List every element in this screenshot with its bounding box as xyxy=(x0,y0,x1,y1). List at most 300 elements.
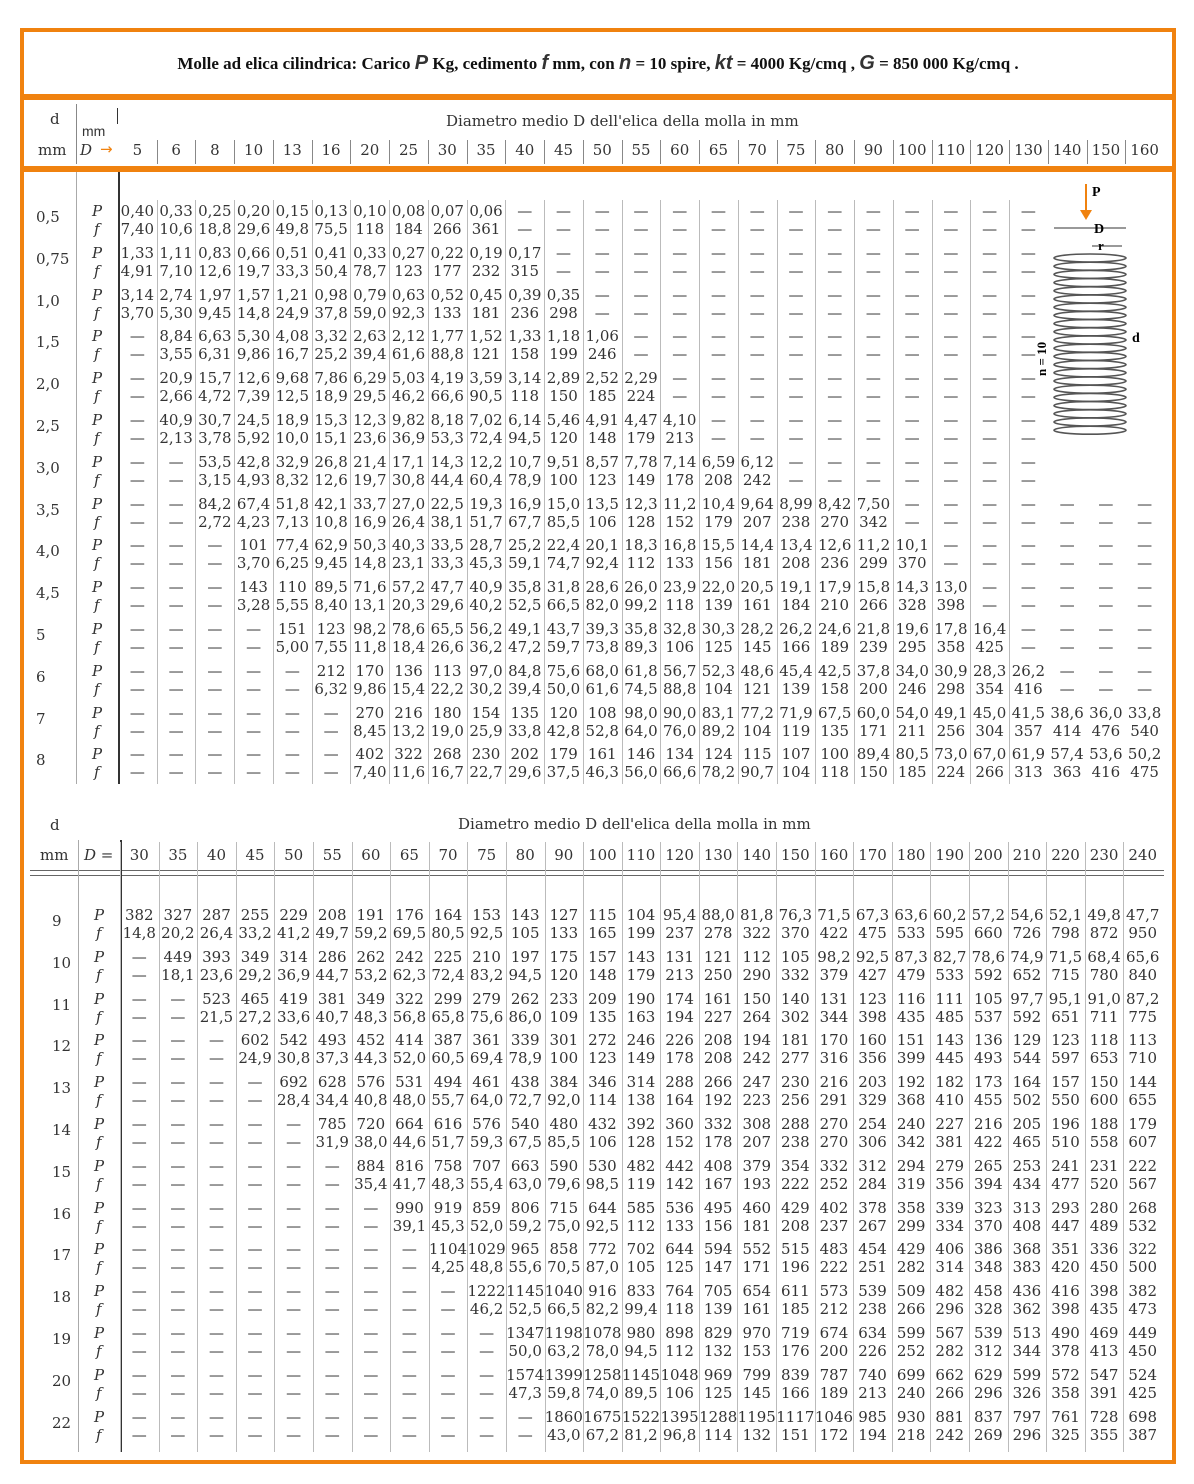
table1-cell-f: 166 xyxy=(781,638,811,656)
table1-cell-P: 2,29 xyxy=(624,369,658,388)
table1-cell-f: — xyxy=(904,512,920,531)
table2-cell-P: 104 xyxy=(626,906,656,924)
table2-col-header: 70 xyxy=(438,846,458,864)
spring-coil xyxy=(1054,303,1126,311)
table1-cell-P: 23,9 xyxy=(663,578,697,597)
table1-cell-P: 36,0 xyxy=(1089,703,1123,722)
table2-cell-f: — xyxy=(286,1174,302,1193)
table1-cell-f: — xyxy=(129,763,145,782)
table1-cell-f: 2,72 xyxy=(198,512,232,531)
table1-cell-f: — xyxy=(672,303,688,322)
table2-cell-P: 416 xyxy=(1051,1282,1080,1301)
table2-cell-f: 378 xyxy=(1051,1342,1080,1360)
table1-col-header: 90 xyxy=(863,141,883,159)
table1-cell-f: — xyxy=(749,303,765,322)
table1-cell-P: 53,5 xyxy=(198,452,232,471)
table1-cell-P: — xyxy=(168,452,184,471)
table1-cell-P: — xyxy=(556,202,571,220)
table1-cell-f: — xyxy=(672,345,688,364)
table2-cell-f: — xyxy=(324,1425,340,1444)
table2-cell-f: 334 xyxy=(935,1216,965,1235)
table1-cell-P: 30,9 xyxy=(934,661,968,680)
table2-cell-f: 55,4 xyxy=(469,1174,504,1193)
table2-cell-P: — xyxy=(440,1282,456,1301)
table2-cell-f: 479 xyxy=(896,965,926,984)
table1-cell-P: 26,8 xyxy=(314,452,348,471)
table2-cell-f: 78,9 xyxy=(508,1049,542,1068)
table2-cell-P: 246 xyxy=(626,1031,656,1050)
table2-cell-P: — xyxy=(208,1407,224,1426)
table1-cell-P: — xyxy=(982,243,998,262)
table2-cell-P: — xyxy=(247,1240,263,1259)
table1-cell-f: 238 xyxy=(781,512,811,531)
table1-cell-f: 199 xyxy=(549,345,578,364)
table1-cell-P: — xyxy=(246,620,262,638)
table1-cell-P: — xyxy=(943,452,959,471)
table2-cell-f: — xyxy=(208,1300,224,1319)
table2-cell-P: 692 xyxy=(279,1073,308,1092)
table1-cell-f: 179 xyxy=(704,512,733,531)
table1-cell-f: 19,0 xyxy=(430,721,464,740)
spring-coil xyxy=(1054,254,1126,262)
table2-cell-f: 420 xyxy=(1051,1258,1080,1277)
table2-cell-P: — xyxy=(247,1282,263,1301)
table2-cell-P: 286 xyxy=(317,947,347,966)
table2-cell-f: 550 xyxy=(1051,1091,1080,1110)
table2-cell-f: 41,7 xyxy=(392,1174,427,1193)
table2-cell-P: 57,2 xyxy=(971,906,1006,924)
table1-cell-f: 74,5 xyxy=(624,679,658,698)
table2-cell-f: 329 xyxy=(858,1091,887,1110)
table2-cell-f: 100 xyxy=(549,1049,579,1068)
table1-cell-P: 2,89 xyxy=(546,369,581,388)
table1-cell-P: — xyxy=(207,745,223,764)
table1-col-divider xyxy=(932,200,933,784)
table2-cell-P: 222 xyxy=(1128,1156,1158,1175)
table2-cell-P: 179 xyxy=(1128,1115,1158,1133)
table1-cell-P: 0,19 xyxy=(469,243,503,262)
table2-cell-P: 88,0 xyxy=(701,906,735,924)
table1-cell-P: 13,4 xyxy=(779,536,813,555)
table1-cell-P: 12,6 xyxy=(817,536,852,555)
table1-cell-f: — xyxy=(982,596,998,615)
table2-cell-f: 208 xyxy=(781,1216,810,1235)
table2-cell-P: 82,7 xyxy=(933,947,967,966)
table2-cell-P: — xyxy=(247,1156,263,1175)
table2-cell-f: — xyxy=(170,1300,186,1319)
table2-cell-f: — xyxy=(170,1007,186,1026)
table1-cell-P: — xyxy=(749,369,765,388)
table2-cell-P: 764 xyxy=(665,1282,694,1301)
table1-cell-f: — xyxy=(594,220,610,238)
table1-cell-P: — xyxy=(982,452,998,471)
table2-cell-P: 92,5 xyxy=(855,947,890,966)
table2-cell-P: — xyxy=(401,1240,417,1259)
table2-cell-P: 65,6 xyxy=(1125,947,1160,966)
table1-cell-P: 67,4 xyxy=(236,494,271,513)
table2-cell-P: 536 xyxy=(665,1198,694,1217)
table2-cell-P: 398 xyxy=(1089,1282,1119,1301)
table2-cell-P: 47,7 xyxy=(1125,906,1160,924)
table1-cell-f: 178 xyxy=(665,470,695,489)
table2-cell-f: 383 xyxy=(1012,1258,1042,1277)
table1-cell-f: 19,7 xyxy=(353,470,387,489)
table1-cell-P: 26,2 xyxy=(1011,661,1046,680)
table1-col-header: 70 xyxy=(747,141,767,159)
table1-cell-f: 299 xyxy=(859,554,888,573)
table1-cell-P: 50,2 xyxy=(1127,745,1162,764)
table2-cell-P: 176 xyxy=(395,906,424,924)
table2-cell-P: 699 xyxy=(896,1365,926,1384)
table1-cell-P: 42,8 xyxy=(236,452,271,471)
table2-cell-P: 161 xyxy=(703,989,733,1008)
table2-col-header: 120 xyxy=(665,846,694,864)
table1-D-label: D xyxy=(80,141,93,159)
table2-cell-P: 208 xyxy=(317,906,347,924)
table2-cell-f: 70,5 xyxy=(547,1258,581,1277)
table2-col-header: 180 xyxy=(896,846,926,864)
table2-cell-P: 1522 xyxy=(621,1407,661,1426)
table2-cell-P: 98,2 xyxy=(817,947,851,966)
table2-cell-P: 1046 xyxy=(814,1407,854,1426)
table2-row-d: 22 xyxy=(52,1413,72,1432)
table1-cell-P: 0,98 xyxy=(314,285,348,304)
table1-cell-f: 476 xyxy=(1091,721,1121,740)
table1-D-arrow-icon: → xyxy=(100,140,113,158)
table2-cell-f: 222 xyxy=(819,1258,849,1277)
table1-cell-f: 37,5 xyxy=(546,763,581,782)
table2-cell-f: — xyxy=(324,1174,340,1193)
table2-cell-f: — xyxy=(208,1342,224,1360)
table2-cell-P: 1145 xyxy=(621,1365,661,1384)
table1-row-P-label: P xyxy=(92,285,103,304)
table2-row-f-label: f xyxy=(96,1258,102,1277)
table2-cell-f: 422 xyxy=(974,1133,1003,1151)
table1-cell-P: 24,5 xyxy=(236,411,271,429)
table1-cell-f: — xyxy=(982,220,998,238)
table1-cell-f: 361 xyxy=(471,220,501,238)
table2-row-P-label: P xyxy=(94,1031,105,1050)
table2-cell-P: 965 xyxy=(510,1240,540,1259)
table1-cell-f: — xyxy=(904,303,920,322)
table1-cell-f: 59,1 xyxy=(508,554,542,573)
table1-cell-P: 6,63 xyxy=(198,327,232,346)
table1-cell-f: — xyxy=(904,345,920,364)
table1-cell-f: — xyxy=(943,387,959,406)
table2-cell-P: 268 xyxy=(1128,1198,1158,1217)
table1-cell-f: — xyxy=(943,345,959,364)
table1-cell-P: 230 xyxy=(471,745,501,764)
table2-col-header: 200 xyxy=(974,846,1003,864)
table1-header-divider xyxy=(1125,140,1126,164)
table2-cell-P: 121 xyxy=(703,947,733,966)
table2-cell-f: 212 xyxy=(819,1300,849,1319)
table2-cell-f: 282 xyxy=(935,1342,965,1360)
table1-row-P-label: P xyxy=(92,327,103,346)
table2-cell-f: 445 xyxy=(935,1049,965,1068)
table2-cell-f: 199 xyxy=(626,924,656,942)
table1-cell-f: 3,70 xyxy=(236,554,271,573)
table2-cell-P: 728 xyxy=(1089,1407,1119,1426)
table2-cell-P: 173 xyxy=(974,1073,1003,1092)
table2-cell-P: 530 xyxy=(588,1156,617,1175)
table1-cell-f: 45,3 xyxy=(469,554,503,573)
table2-cell-f: — xyxy=(131,1091,147,1110)
table1-cell-f: 121 xyxy=(742,679,772,698)
table1-cell-f: — xyxy=(129,470,145,489)
table2-cell-f: 450 xyxy=(1089,1258,1119,1277)
table2-cell-f: 64,0 xyxy=(469,1091,504,1110)
table1-cell-P: 12,6 xyxy=(236,369,271,388)
table1-cell-f: 14,8 xyxy=(353,554,387,573)
table2-cell-P: 707 xyxy=(472,1156,501,1175)
table1-cell-f: 189 xyxy=(820,638,850,656)
table2-cell-f: 282 xyxy=(896,1258,926,1277)
table2-cell-P: 67,3 xyxy=(855,906,890,924)
table2-cell-f: — xyxy=(170,1342,186,1360)
table2-cell-f: 179 xyxy=(626,965,656,984)
table1-cell-f: 13,2 xyxy=(391,721,426,740)
table1-cell-P: 37,8 xyxy=(856,661,891,680)
table1-cell-f: 119 xyxy=(781,721,811,740)
table1-cell-f: — xyxy=(207,638,223,656)
table1-cell-f: — xyxy=(1020,220,1036,238)
table2-cell-f: 161 xyxy=(742,1300,772,1319)
table2-cell-f: 35,4 xyxy=(354,1174,388,1193)
table2-cell-P: 112 xyxy=(742,947,772,966)
table2-cell-f: 379 xyxy=(819,965,849,984)
table1-header-divider xyxy=(505,140,506,164)
table2-cell-P: 255 xyxy=(240,906,270,924)
table2-cell-f: 398 xyxy=(1051,1300,1080,1319)
table2-cell-f: 59,2 xyxy=(508,1216,542,1235)
table2-cell-P: — xyxy=(131,1031,147,1050)
table2-cell-f: 332 xyxy=(781,965,810,984)
table2-cell-P: — xyxy=(286,1324,302,1342)
table2-cell-P: — xyxy=(131,1240,147,1259)
table1-cell-f: 184 xyxy=(781,596,811,615)
table1-cell-f: — xyxy=(749,429,765,447)
table2-cell-P: 442 xyxy=(665,1156,694,1175)
table1-cell-f: 59,7 xyxy=(546,638,581,656)
table1-cell-P: 15,0 xyxy=(546,494,581,513)
table2-cell-f: 33,2 xyxy=(238,924,272,942)
table2-cell-P: 1117 xyxy=(776,1407,815,1426)
table1-cell-f: 158 xyxy=(820,679,850,698)
table2-cell-f: 655 xyxy=(1128,1091,1158,1110)
table1-cell-f: 104 xyxy=(742,721,772,740)
table1-cell-f: — xyxy=(207,721,223,740)
table1-cell-P: — xyxy=(1020,536,1036,555)
table1-cell-f: — xyxy=(323,763,339,782)
table1-cell-P: 71,9 xyxy=(779,703,813,722)
table1-cell-f: 30,8 xyxy=(391,470,426,489)
table1-col-header: 65 xyxy=(708,141,729,159)
table2-cell-P: 225 xyxy=(433,947,463,966)
table1-cell-P: — xyxy=(710,369,726,388)
table2-cell-f: 252 xyxy=(819,1174,849,1193)
table2-cell-P: 599 xyxy=(1012,1365,1042,1384)
table2-cell-f: 23,6 xyxy=(199,965,234,984)
table2-cell-f: 87,0 xyxy=(585,1258,620,1277)
table1-cell-P: 56,2 xyxy=(469,620,503,638)
table2-cell-f: — xyxy=(131,1342,147,1360)
table2-cell-P: 118 xyxy=(1089,1031,1119,1050)
table2-cell-P: — xyxy=(131,1365,147,1384)
table1-cell-P: 30,3 xyxy=(701,620,736,638)
table2-cell-f: — xyxy=(247,1174,263,1193)
table1-cell-f: — xyxy=(904,387,920,406)
table1-cell-f: 44,4 xyxy=(430,470,464,489)
spring-coil xyxy=(1054,410,1126,418)
table2-cell-f: 105 xyxy=(626,1258,656,1277)
table2-cell-f: — xyxy=(363,1425,379,1444)
table2-cell-f: 40,7 xyxy=(315,1007,349,1026)
table1-cell-f: 304 xyxy=(975,721,1004,740)
table1-cell-P: 5,30 xyxy=(236,327,271,346)
table1-cell-P: — xyxy=(943,327,959,346)
table2-cell-f: 114 xyxy=(588,1091,617,1110)
table2-row-f-label: f xyxy=(96,1383,102,1402)
table2-cell-P: 97,7 xyxy=(1010,989,1044,1008)
table1-cell-P: — xyxy=(633,202,649,220)
table2-cell-f: 114 xyxy=(703,1425,733,1444)
table1-cell-P: — xyxy=(672,243,688,262)
table2-cell-P: 628 xyxy=(317,1073,347,1092)
table2-cell-f: 207 xyxy=(742,1133,772,1151)
table1-cell-f: 53,3 xyxy=(430,429,464,447)
table2-cell-f: 314 xyxy=(935,1258,965,1277)
table2-cell-f: 358 xyxy=(1051,1383,1080,1402)
table1-col-header: 50 xyxy=(592,141,612,159)
table1-cell-P: 60,0 xyxy=(856,703,891,722)
table2-cell-P: 129 xyxy=(1012,1031,1042,1050)
table2-cell-f: 194 xyxy=(665,1007,694,1026)
table1-cell-f: 4,72 xyxy=(198,387,232,406)
table2-row-d: 16 xyxy=(52,1204,72,1223)
table1-cell-P: — xyxy=(1020,285,1036,304)
table1-col-divider xyxy=(970,200,971,784)
table2-cell-f: 653 xyxy=(1089,1049,1119,1068)
table1-cell-f: — xyxy=(1098,596,1114,615)
table2-cell-P: 839 xyxy=(781,1365,810,1384)
table2-cell-P: — xyxy=(401,1407,417,1426)
table1-col-divider xyxy=(699,200,700,784)
table2-cell-f: 368 xyxy=(896,1091,926,1110)
table1-cell-P: 18,9 xyxy=(275,411,310,429)
table1-cell-f: 158 xyxy=(510,345,540,364)
table2-col-header: 110 xyxy=(626,846,656,864)
table1-cell-f: 5,92 xyxy=(236,429,271,447)
table2-cell-f: 92,0 xyxy=(547,1091,581,1110)
table1-cell-P: — xyxy=(1059,661,1075,680)
table1-cell-f: — xyxy=(1098,512,1114,531)
table1-cell-P: 84,2 xyxy=(198,494,232,513)
table1-cell-P: — xyxy=(1020,243,1036,262)
table1-cell-f: — xyxy=(710,261,726,280)
table1-cell-f: — xyxy=(943,261,959,280)
table2-row-f-label: f xyxy=(96,965,102,984)
table1-cell-f: 66,6 xyxy=(430,387,464,406)
table2-cell-f: 342 xyxy=(896,1133,926,1151)
table1-cell-f: 150 xyxy=(859,763,888,782)
table2-cell-P: 629 xyxy=(974,1365,1003,1384)
table2-row-f-label: f xyxy=(96,924,102,942)
table1-cell-f: 88,8 xyxy=(430,345,464,364)
table1-row-d: 3,5 xyxy=(36,500,60,519)
table2-cell-P: 230 xyxy=(781,1073,810,1092)
table1-col-divider xyxy=(312,200,313,784)
table1-cell-P: 65,5 xyxy=(430,620,464,638)
table1-cell-P: 4,08 xyxy=(275,327,310,346)
table1-cell-P: — xyxy=(129,411,145,429)
table1-row-f-label: f xyxy=(94,638,100,656)
table1-cell-f: — xyxy=(1059,554,1075,573)
table1-row-f-label: f xyxy=(94,261,100,280)
table1-cell-P: 45,0 xyxy=(972,703,1007,722)
table1-cell-f: 152 xyxy=(665,512,695,531)
table1-cell-P: 9,82 xyxy=(391,411,426,429)
table1-cell-P: 7,14 xyxy=(663,452,697,471)
table1-header-divider xyxy=(738,140,739,164)
table1-cell-P: 41,5 xyxy=(1011,703,1046,722)
table1-d-divider xyxy=(76,172,77,784)
table1-cell-P: 10,7 xyxy=(508,452,542,471)
table1-cell-f: 156 xyxy=(704,554,733,573)
table2-cell-P: 136 xyxy=(974,1031,1003,1050)
table1-cell-P: 0,79 xyxy=(353,285,387,304)
table2-cell-P: 361 xyxy=(472,1031,501,1050)
table2-cell-f: — xyxy=(208,1216,224,1235)
table2-cell-f: 344 xyxy=(1012,1342,1042,1360)
table1-cell-P: — xyxy=(633,285,649,304)
table1-cell-f: 50,4 xyxy=(314,261,348,280)
table2-header-double-rule xyxy=(30,870,1164,876)
spring-coil xyxy=(1054,385,1126,393)
table1-cell-P: — xyxy=(982,285,998,304)
table1-cell-f: — xyxy=(710,303,726,322)
table1-cell-P: — xyxy=(129,369,145,388)
table1-cell-P: 7,50 xyxy=(856,494,891,513)
table2-cell-f: 67,5 xyxy=(508,1133,542,1151)
table2-cell-P: — xyxy=(479,1407,495,1426)
table1-cell-f: 89,3 xyxy=(624,638,658,656)
table1-cell-P: 28,2 xyxy=(740,620,774,638)
table2-cell-P: 698 xyxy=(1128,1407,1158,1426)
table2-cell-f: — xyxy=(208,1383,224,1402)
table1-cell-f: — xyxy=(943,303,959,322)
table2-cell-P: 74,9 xyxy=(1010,947,1044,966)
table2-cell-f: 69,5 xyxy=(392,924,427,942)
table1-cell-P: 20,1 xyxy=(585,536,619,555)
table2-cell-P: 253 xyxy=(1012,1156,1042,1175)
table1-cell-f: 82,0 xyxy=(585,596,619,615)
table2-cell-P: — xyxy=(131,1282,147,1301)
table2-row-f-label: f xyxy=(96,1174,102,1193)
table1-cell-f: — xyxy=(672,387,688,406)
table1-cell-P: — xyxy=(1020,452,1036,471)
table2-cell-P: 833 xyxy=(626,1282,656,1301)
table1-cell-P: 108 xyxy=(587,703,617,722)
table2-cell-f: 398 xyxy=(858,1007,887,1026)
table2-cell-f: 53,2 xyxy=(354,965,388,984)
table1-cell-f: — xyxy=(129,429,145,447)
table2-row-f-label: f xyxy=(96,1049,102,1068)
table2-cell-f: — xyxy=(131,1383,147,1402)
table1-cell-f: 16,7 xyxy=(430,763,464,782)
table1-cell-f: 11,6 xyxy=(391,763,426,782)
table2-cell-f: 75,6 xyxy=(469,1007,504,1026)
